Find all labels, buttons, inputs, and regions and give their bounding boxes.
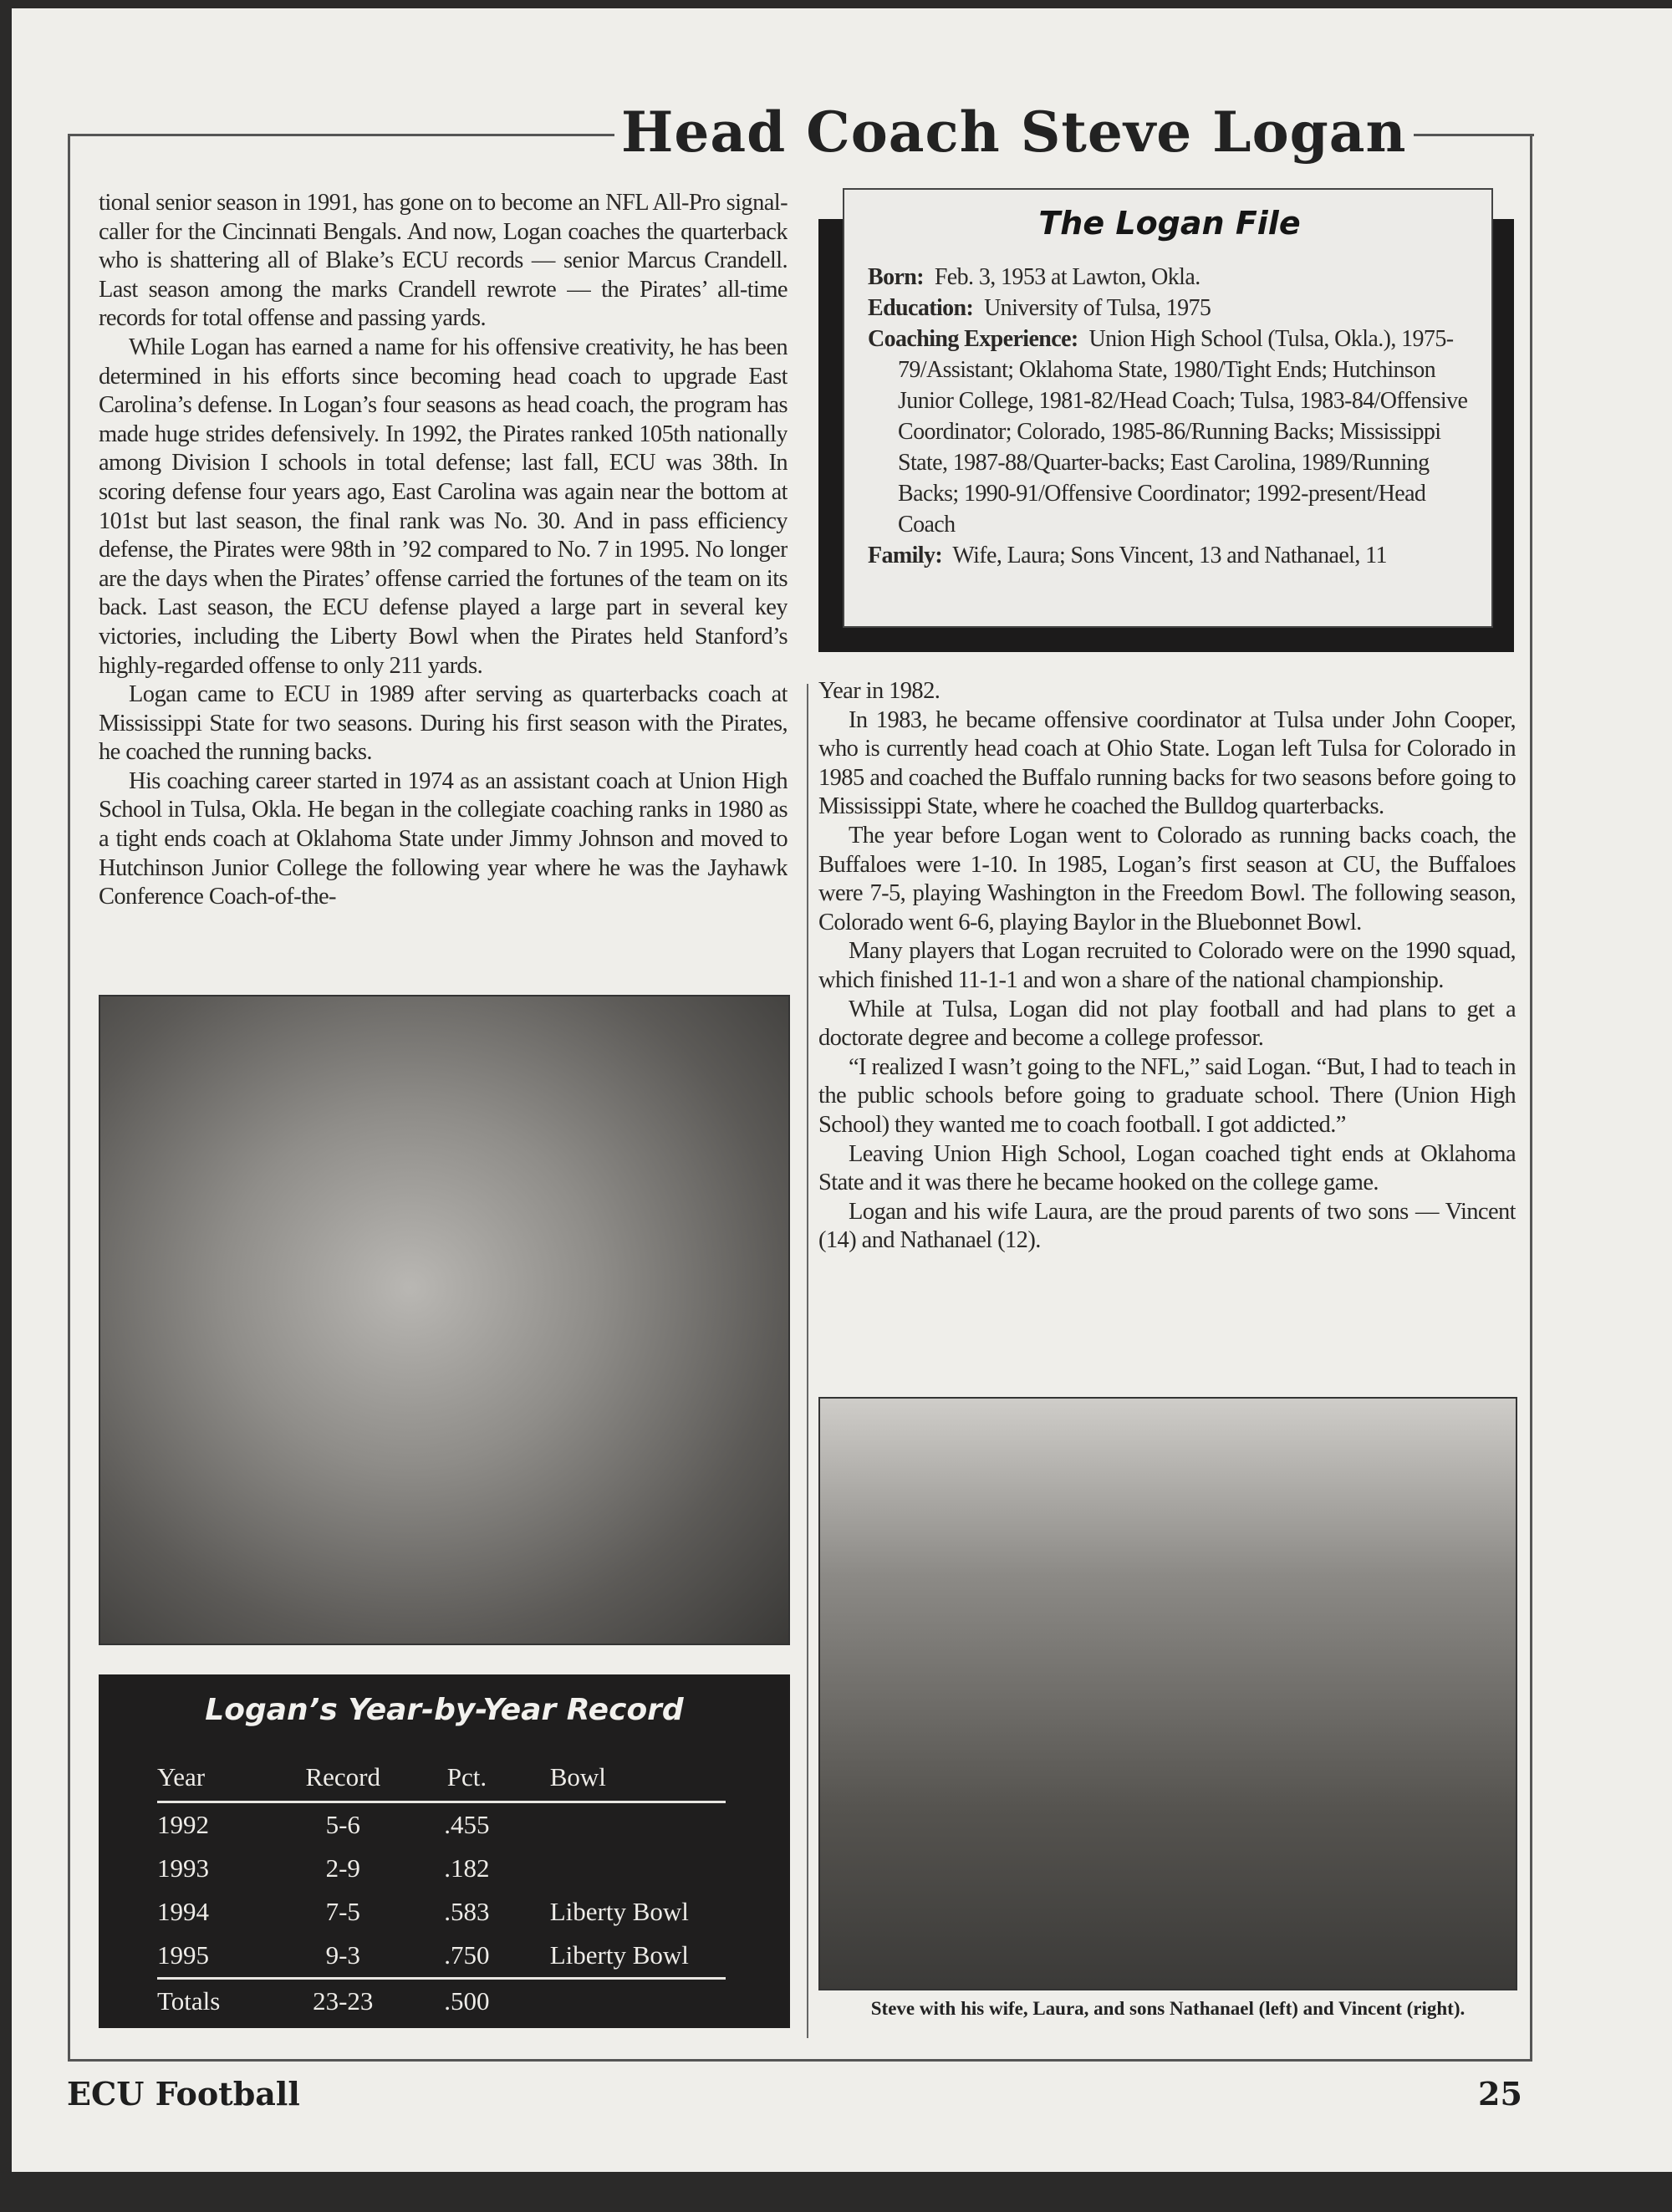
file-item-born: [868, 262, 1471, 293]
cell: Liberty Bowl: [549, 1940, 689, 1970]
paragraph: While Logan has earned a name for his offensive creativity, he has been determined in his efforts since becoming head coach to upgrade East Carolina’s defense. In Logan’s four seasons as head coach, the program has made huge strides defensively. In 1992, the Pirates ranked 105th nationally among Division I schools in total defense; last fall, ECU was 38th. In scoring defense four years ago, East Carolina was again near the bottom at 101st but last season, the final rank was No. 30. And in pass efficiency defense, the Pirates were 98th in ’92 compared to No. 7 in 1995. No longer are the days when the Pirates’ offense carried the fortunes of the team on its back. Last season, the ECU defense played a large part in several key victories, including the Liberty Bowl when the Pirates held Stanford’s highly-regarded offense to only 211 yards.: [99, 334, 788, 679]
table-row: [157, 1934, 726, 1977]
family-photo: [818, 1397, 1517, 1990]
cell: .182: [444, 1853, 490, 1883]
totals-row: [157, 1977, 726, 2023]
cell: 2-9: [325, 1853, 360, 1883]
record-title: Logan’s Year-by-Year Record: [205, 1693, 684, 1727]
family-photo-caption: Steve with his wife, Laura, and sons Nathanael (left) and Vincent (right).: [870, 1998, 1466, 2019]
file-label: Coaching Experience:: [868, 326, 1078, 352]
cell: .500: [444, 1986, 490, 2016]
page-title: Head Coach Steve Logan: [614, 99, 1414, 166]
year-by-year-record-box: [99, 1674, 790, 2028]
paragraph: In 1983, he became offensive coordinator at Tulsa under John Cooper, who is currently head coach at Ohio State. Logan left Tulsa for Colorado in 1985 and coached the Buffalo running backs for two seasons before going to Mississippi State, where he coached the Bulldog quarterbacks.: [818, 706, 1516, 820]
record-table: [157, 1754, 726, 2023]
cell: .583: [444, 1897, 490, 1926]
paragraph: Year in 1982.: [818, 678, 940, 704]
file-item-coaching: [868, 324, 1471, 540]
table-row: [157, 1847, 726, 1890]
paragraph: “I realized I wasn’t going to the NFL,” said Logan. “But, I had to teach in the public schools before going to graduate school. There (Union High School) they wanted me to coach football. I got addicted.”: [818, 1053, 1516, 1138]
paragraph: Logan and his wife Laura, are the proud parents of two sons — Vincent (14) and Nathanael (12).: [818, 1198, 1516, 1254]
cell: 7-5: [325, 1897, 360, 1926]
file-value: Feb. 3, 1953 at Lawton, Okla.: [934, 264, 1200, 290]
cell: Liberty Bowl: [549, 1897, 689, 1926]
cell: 1995: [157, 1940, 209, 1970]
logan-file-box: [843, 188, 1493, 628]
left-column-text: [99, 189, 788, 979]
paragraph: tional senior season in 1991, has gone on to become an NFL All-Pro signal-caller for the Cincinnati Bengals. And now, Logan coaches the quarterback who is shattering all of Blake’s ECU records — senior Marcus Crandell. Last season among the marks Crandell rewrote — the Pirates’ all-time records for total offense and passing yards.: [99, 190, 788, 332]
cell: 5-6: [325, 1810, 360, 1839]
column-header: Pct.: [446, 1762, 487, 1792]
right-column-text: [818, 677, 1516, 1388]
paragraph: Many players that Logan recruited to Colorado were on the 1990 squad, which finished 11-1-1 and won a share of the national championship.: [818, 938, 1516, 993]
coach-portrait-photo: [99, 995, 790, 1645]
page-number: 25: [1478, 2075, 1522, 2113]
column-header: Year: [157, 1762, 206, 1792]
table-row: [157, 1803, 726, 1847]
cell: 1993: [157, 1853, 209, 1883]
footer-publication: ECU Football: [67, 2075, 300, 2113]
logan-file-title: The Logan File: [1038, 205, 1301, 242]
cell: 23-23: [313, 1986, 374, 2016]
cell: 1994: [157, 1897, 209, 1926]
cell: .750: [444, 1940, 490, 1970]
column-header: Record: [305, 1762, 380, 1792]
table-header-row: [157, 1754, 726, 1803]
file-label: Family:: [868, 543, 943, 568]
paragraph: The year before Logan went to Colorado as running backs coach, the Buffaloes were 1-10. In 1985, Logan’s first season at CU, the Buffaloes were 7-5, playing Washington in the Freedom Bowl. The following season, Colorado went 6-6, playing Baylor in the Bluebonnet Bowl.: [818, 822, 1516, 935]
column-header: Bowl: [549, 1762, 606, 1792]
paragraph: While at Tulsa, Logan did not play football and had plans to get a doctorate degree and become a college professor.: [818, 996, 1516, 1052]
paragraph: Logan came to ECU in 1989 after serving as quarterbacks coach at Mississippi State for two seasons. During his first season with the Pirates, he coached the running backs.: [99, 681, 788, 766]
file-label: Education:: [868, 295, 974, 321]
file-item-education: [868, 293, 1471, 324]
cell: 1992: [157, 1810, 209, 1839]
cell: Totals: [157, 1986, 221, 2016]
file-value: Union High School (Tulsa, Okla.), 1975-79/Assistant; Oklahoma State, 1980/Tight Ends; Hutchinson Junior College, 1981-82/Head Coach; Tulsa, 1983-84/Offensive Coordinator; Colorado, 1985-86/Running Backs; Mississippi State, 1987-88/Quarter-backs; East Carolina, 1989/Running Backs; 1990-91/Offensive Coordinator; 1992-present/Head Coach: [898, 326, 1468, 538]
paragraph: Leaving Union High School, Logan coached tight ends at Oklahoma State and it was there he became hooked on the college game.: [818, 1140, 1516, 1196]
table-row: [157, 1890, 726, 1934]
paragraph: His coaching career started in 1974 as an assistant coach at Union High School in Tulsa, Okla. He began in the collegiate coaching ranks in 1980 as a tight ends coach at Oklahoma State under Jimmy Johnson and moved to Hutchinson Junior College the following year where he was the Jayhawk Conference Coach-of-the-: [99, 767, 788, 910]
file-value: University of Tulsa, 1975: [984, 295, 1211, 321]
file-label: Born:: [868, 264, 925, 290]
cell: .455: [444, 1810, 490, 1839]
file-value: Wife, Laura; Sons Vincent, 13 and Nathanael, 11: [952, 543, 1387, 568]
file-item-family: [868, 540, 1471, 571]
cell: 9-3: [325, 1940, 360, 1970]
column-divider: [807, 684, 808, 2038]
